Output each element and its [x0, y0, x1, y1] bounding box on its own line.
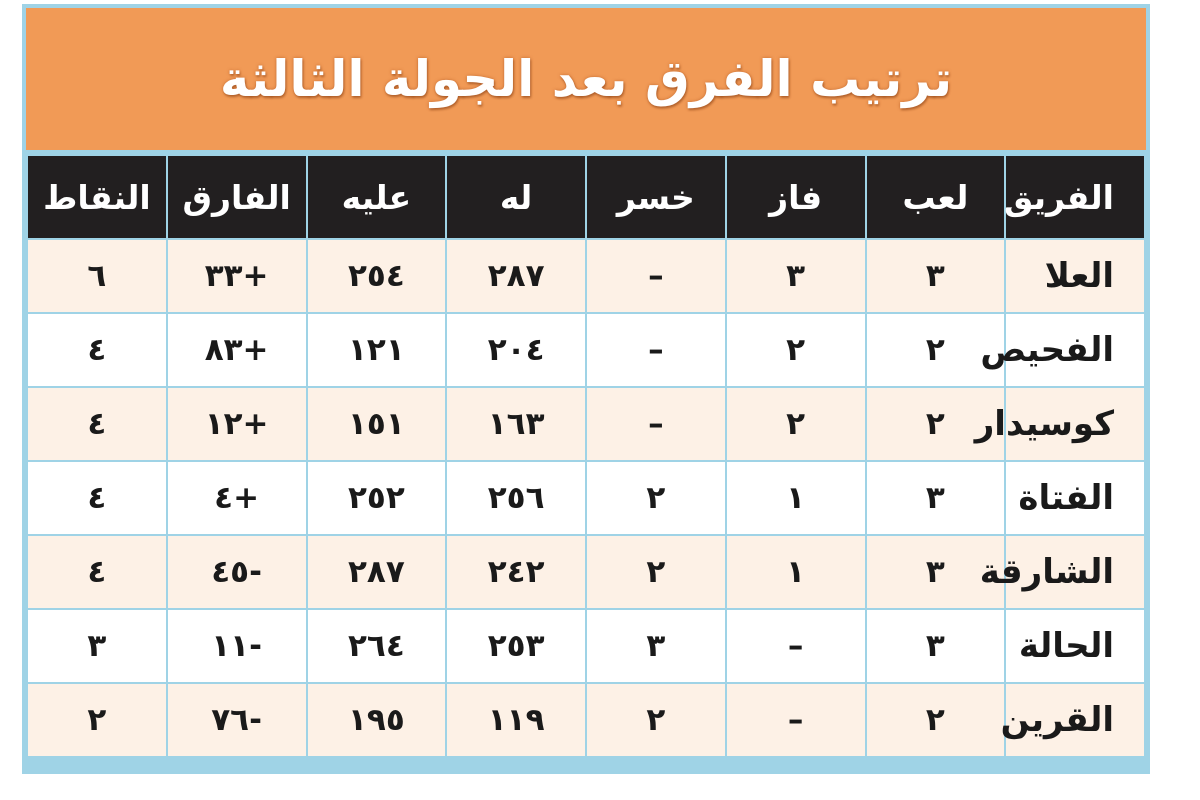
won-cell: ٣	[727, 240, 865, 312]
lost-cell: ٢	[587, 462, 725, 534]
difference-cell: +٣٣	[168, 240, 306, 312]
played-cell: ٣	[867, 536, 1005, 608]
team-name: كوسيدار	[1006, 388, 1144, 460]
points-against-cell: ٢٦٤	[308, 610, 446, 682]
points-cell: ٤	[28, 536, 166, 608]
lost-cell: –	[587, 314, 725, 386]
difference-cell: -٧٦	[168, 684, 306, 756]
played-cell: ٢	[867, 388, 1005, 460]
points-cell: ٣	[28, 610, 166, 682]
points-for-cell: ١٦٣	[447, 388, 585, 460]
points-for-cell: ٢٨٧	[447, 240, 585, 312]
lost-cell: –	[587, 240, 725, 312]
difference-cell: +٤	[168, 462, 306, 534]
lost-cell: ٢	[587, 536, 725, 608]
lost-cell: ٢	[587, 684, 725, 756]
points-cell: ٤	[28, 388, 166, 460]
column-header-played: لعب	[867, 156, 1005, 238]
points-against-cell: ٢٥٤	[308, 240, 446, 312]
lost-cell: ٣	[587, 610, 725, 682]
played-cell: ٢	[867, 314, 1005, 386]
team-name: الفتاة	[1006, 462, 1144, 534]
points-for-cell: ٢٥٣	[447, 610, 585, 682]
points-against-cell: ١٥١	[308, 388, 446, 460]
table-row	[28, 240, 1144, 312]
played-cell: ٣	[867, 240, 1005, 312]
points-for-cell: ٢٠٤	[447, 314, 585, 386]
difference-cell: +٨٣	[168, 314, 306, 386]
points-for-cell: ٢٥٦	[447, 462, 585, 534]
won-cell: –	[727, 610, 865, 682]
column-header-lost: خسر	[587, 156, 725, 238]
points-for-cell: ٢٤٢	[447, 536, 585, 608]
standings-table	[26, 154, 1146, 758]
table-header-row	[28, 156, 1144, 238]
difference-cell: -٤٥	[168, 536, 306, 608]
points-cell: ٤	[28, 462, 166, 534]
team-name: القرين	[1006, 684, 1144, 756]
team-name: العلا	[1006, 240, 1144, 312]
won-cell: ١	[727, 462, 865, 534]
points-against-cell: ٢٥٢	[308, 462, 446, 534]
team-name: الحالة	[1006, 610, 1144, 682]
points-cell: ٦	[28, 240, 166, 312]
won-cell: –	[727, 684, 865, 756]
column-header-points: النقاط	[28, 156, 166, 238]
column-header-points-for: له	[447, 156, 585, 238]
team-name: الفحيص	[1006, 314, 1144, 386]
table-row	[28, 684, 1144, 756]
column-header-team: الفريق	[1006, 156, 1144, 238]
won-cell: ٢	[727, 314, 865, 386]
title-bar	[26, 8, 1146, 150]
column-header-points-against: عليه	[308, 156, 446, 238]
difference-cell: +١٢	[168, 388, 306, 460]
won-cell: ١	[727, 536, 865, 608]
column-header-won: فاز	[727, 156, 865, 238]
difference-cell: -١١	[168, 610, 306, 682]
points-for-cell: ١١٩	[447, 684, 585, 756]
table-row	[28, 388, 1144, 460]
points-cell: ٤	[28, 314, 166, 386]
won-cell: ٢	[727, 388, 865, 460]
table-row	[28, 610, 1144, 682]
points-against-cell: ١٢١	[308, 314, 446, 386]
table-row	[28, 314, 1144, 386]
played-cell: ٣	[867, 462, 1005, 534]
page-title: ترتيب الفرق بعد الجولة الثالثة	[219, 50, 953, 108]
team-name: الشارقة	[1006, 536, 1144, 608]
points-against-cell: ٢٨٧	[308, 536, 446, 608]
played-cell: ٢	[867, 684, 1005, 756]
column-header-difference: الفارق	[168, 156, 306, 238]
table-row	[28, 536, 1144, 608]
table-row	[28, 462, 1144, 534]
standings-frame	[22, 4, 1150, 774]
points-against-cell: ١٩٥	[308, 684, 446, 756]
played-cell: ٣	[867, 610, 1005, 682]
lost-cell: –	[587, 388, 725, 460]
points-cell: ٢	[28, 684, 166, 756]
